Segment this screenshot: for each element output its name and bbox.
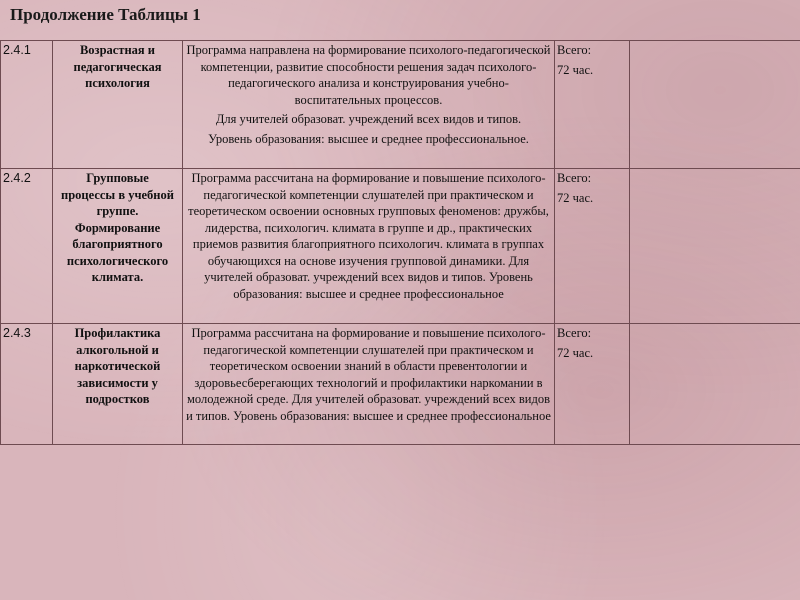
slide-title: Продолжение Таблицы 1: [10, 5, 201, 24]
table-row: [1, 41, 800, 169]
course-name-line: зависимости у: [77, 375, 158, 390]
course-name-line: Профилактика: [74, 326, 161, 340]
course-description: [183, 41, 555, 169]
description-paragraph: Программа направлена на формирование психолого-педагогической компетенции, развитие способности решения задач психолого-педагогического анализа и конструирования учебно-воспитательных процессов.: [186, 43, 551, 107]
course-name-line: психологического: [66, 253, 169, 268]
row-number: 2.4.3: [1, 324, 53, 445]
course-name-line: Формирование: [74, 220, 161, 235]
description-paragraph: Программа рассчитана на формирование и повышение психолого-педагогической компетенции слушателей при практическом и теоретическом освоении знаний в области превентологии и здоровьесберегающих технологий и профилактики наркомании в молодежной среде. Для учителей образоват. учреждений всех видов и типов. Уровень образования: высшее и среднее профессиональное: [186, 326, 551, 423]
course-hours: [555, 169, 630, 324]
hours-value: 72 час.: [557, 62, 594, 77]
course-name-line: Групповые: [86, 171, 149, 185]
course-name-line: наркотической: [74, 359, 161, 373]
program-table: [0, 40, 800, 445]
hours-label: Всего:: [557, 171, 592, 185]
hours-label: Всего:: [557, 43, 592, 57]
table-row: [1, 324, 800, 445]
course-name-line: подростков: [85, 392, 150, 406]
row-number: 2.4.1: [1, 41, 53, 169]
course-name-line: педагогическая: [73, 59, 162, 74]
description-paragraph: Для учителей образоват. учреждений всех видов и типов.: [215, 112, 522, 126]
description-paragraph: Уровень образования: высшее и среднее профессиональное.: [208, 131, 529, 146]
hours-value: 72 час.: [557, 190, 594, 205]
course-name-line: климата.: [91, 270, 144, 284]
empty-cell: [630, 169, 800, 324]
course-name: [53, 169, 183, 324]
course-description: [183, 169, 555, 324]
empty-cell: [630, 324, 800, 445]
course-name-line: Возрастная и: [79, 43, 156, 57]
course-hours: [555, 41, 630, 169]
course-hours: [555, 324, 630, 445]
table-row: [1, 169, 800, 324]
course-name-line: психология: [85, 76, 150, 90]
hours-value: 72 час.: [557, 345, 594, 360]
course-name-line: группе.: [96, 204, 139, 218]
hours-label: Всего:: [557, 326, 592, 340]
description-paragraph: Программа рассчитана на формирование и повышение психолого-педагогической компетенции слушателей при практическом и теоретическом освоении основных групповых феноменов: дружбы, лидерства, психологич. климата в группе и др., практических приемов развития благоприятного психологич. климата в группах обучающихся на основе изучения групповой динамики. Для учителей образоват. учреждений всех видов и типов. Уровень образования: высшее и среднее профессиональное: [188, 171, 549, 301]
empty-cell: [630, 41, 800, 169]
course-name-line: процессы в учебной: [61, 187, 174, 202]
course-name: [53, 41, 183, 169]
course-name-line: алкогольной и: [76, 342, 159, 357]
course-name: [53, 324, 183, 445]
course-description: [183, 324, 555, 445]
course-name-line: благоприятного: [72, 237, 163, 251]
row-number: 2.4.2: [1, 169, 53, 324]
